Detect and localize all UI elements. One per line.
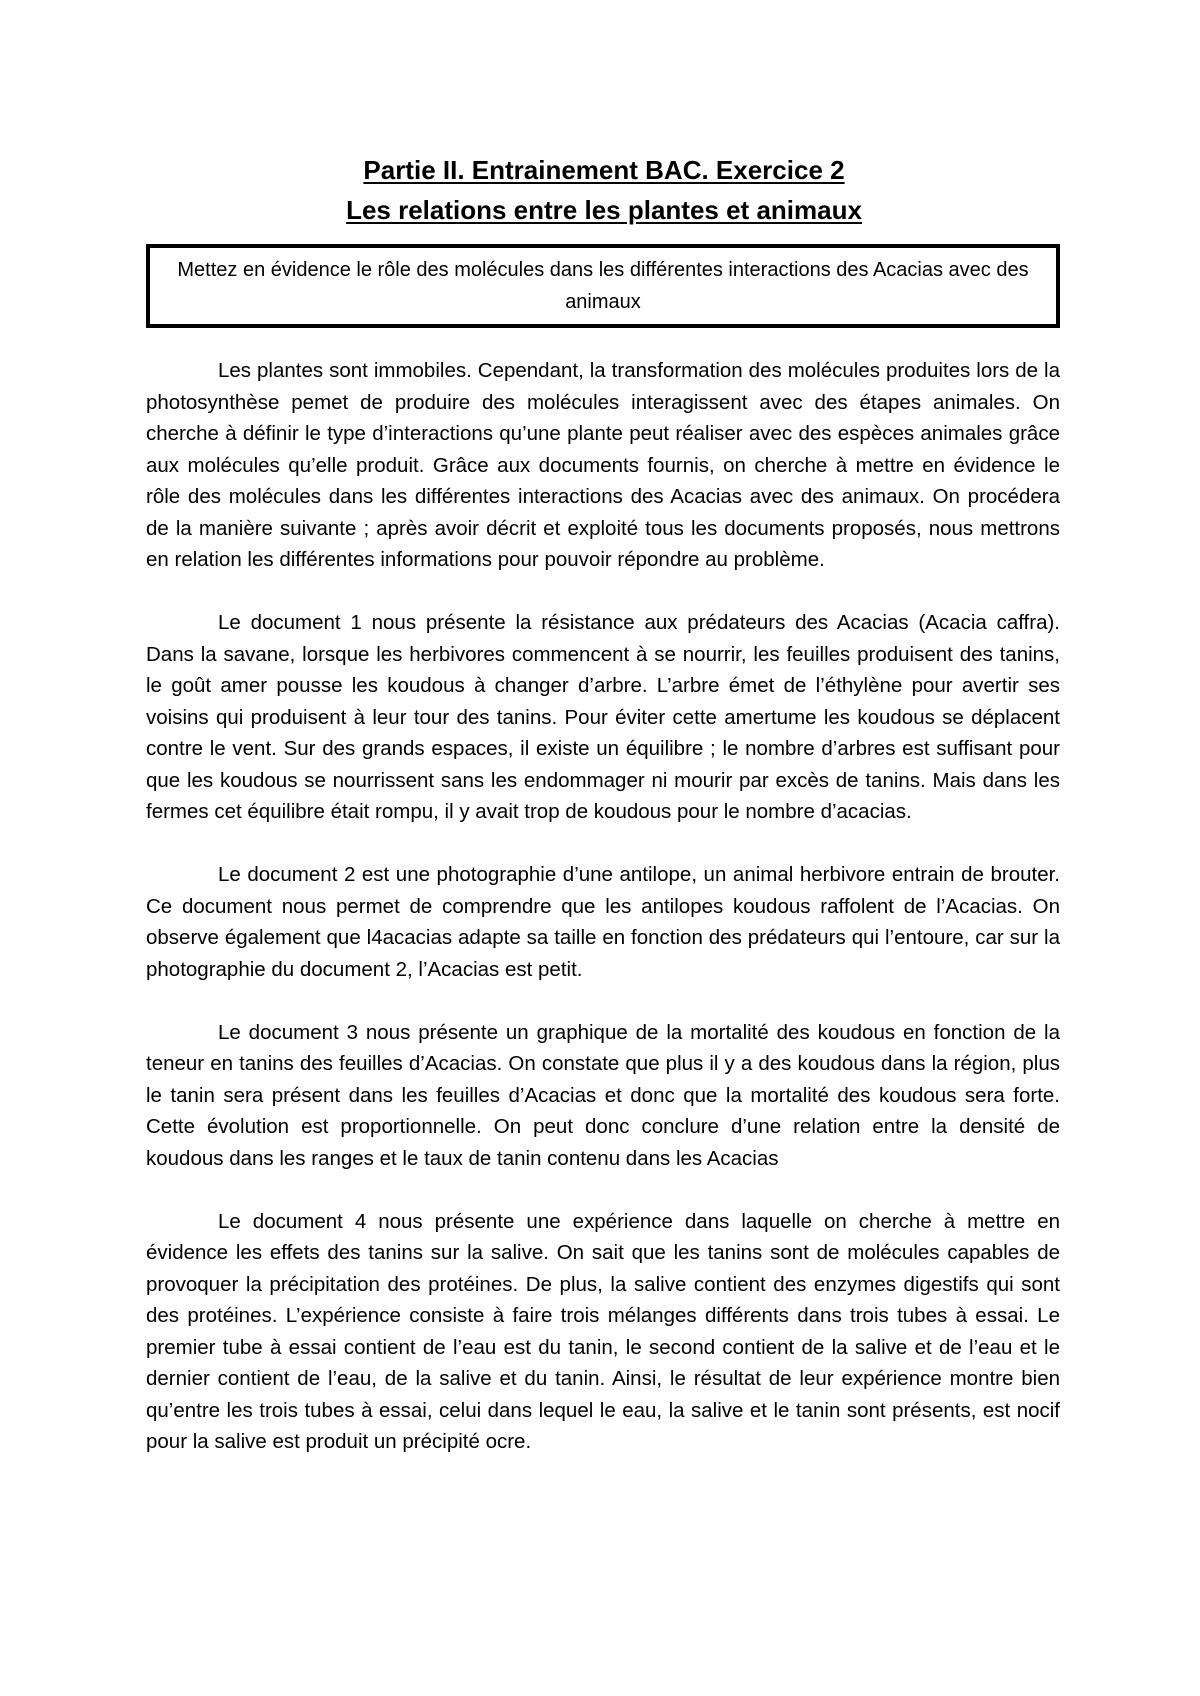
paragraph-document-4: Le document 4 nous présente une expérience dans laquelle on cherche à mettre en évidence les effets des tanins sur la salive. On sait que les tanins sont de molécules capables de provoquer la précipitation des protéines. De plus, la salive contient des enzymes digestifs qui sont des protéines. L’expérience consiste à faire trois mélanges différents dans trois tubes à essai. Le premier tube à essai contient de l’eau est du tanin, le second contient de la salive et de l’eau et le dernier contient de l’eau, de la salive et du tanin. Ainsi, le résultat de leur expérience montre bien qu’entre les trois tubes à essai, celui dans lequel le eau, la salive et le tanin sont présents, est nocif pour la salive est produit un précipité ocre. <box>146 1209 1060 1453</box>
paragraph-document-1: Le document 1 nous présente la résistance aux prédateurs des Acacias (Acacia caffra). Dans la savane, lorsque les herbivores commencent à se nourrir, les feuilles produisent des tanins, le goût amer pousse les koudous à changer d’arbre. L’arbre émet de l’éthylène pour avertir ses voisins qui produisent à leur tour des tanins. Pour éviter cette amertume les koudous se déplacent contre le vent. Sur des grands espaces, il existe un équilibre ; le nombre d’arbres est suffisant pour que les koudous se nourrissent sans les endommager ni mourir par excès de tanins. Mais dans les fermes cet équilibre était rompu, il y avait trop de koudous pour le nombre d’acacias. <box>146 611 1060 823</box>
title-block <box>146 150 1062 230</box>
page-subtitle: Les relations entre les plantes et animaux <box>346 195 862 225</box>
paragraph-introduction: Les plantes sont immobiles. Cependant, la transformation des molécules produites lors de la photosynthèse pemet de produire des molécules interagissent avec des étapes animales. On cherche à définir le type d’interactions qu’une plante peut réaliser avec des espèces animales grâce aux molécules qu’elle produit. Grâce aux documents fournis, on cherche à mettre en évidence le rôle des molécules dans les différentes interactions des Acacias avec des animaux. On procédera de la manière suivante ; après avoir décrit et exploité tous les documents proposés, nous mettrons en relation les différentes informations pour pouvoir répondre au problème. <box>146 359 1060 571</box>
task-box <box>146 244 1060 328</box>
paragraph-document-2: Le document 2 est une photographie d’une antilope, un animal herbivore entrain de brouter. Ce document nous permet de comprendre que les antilopes koudous raffolent de l’Acacias. On observe également que l4acacias adapte sa taille en fonction des prédateurs qui l’entoure, car sur la photographie du document 2, l’Acacias est petit. <box>146 863 1060 981</box>
paragraph-document-3: Le document 3 nous présente un graphique de la mortalité des koudous en fonction de la teneur en tanins des feuilles d’Acacias. On constate que plus il y a des koudous dans la région, plus le tanin sera présent dans les feuilles d’Acacias et donc que la mortalité des koudous sera forte. Cette évolution est proportionnelle. On peut donc conclure d’une relation entre la densité de koudous dans les ranges et le taux de tanin contenu dans les Acacias <box>146 1020 1060 1170</box>
page-title: Partie II. Entrainement BAC. Exercice 2 <box>363 155 845 185</box>
body-text <box>146 355 1060 1489</box>
task-text: Mettez en évidence le rôle des molécules dans les différentes interactions des Acacias avec des animaux <box>177 259 1029 313</box>
